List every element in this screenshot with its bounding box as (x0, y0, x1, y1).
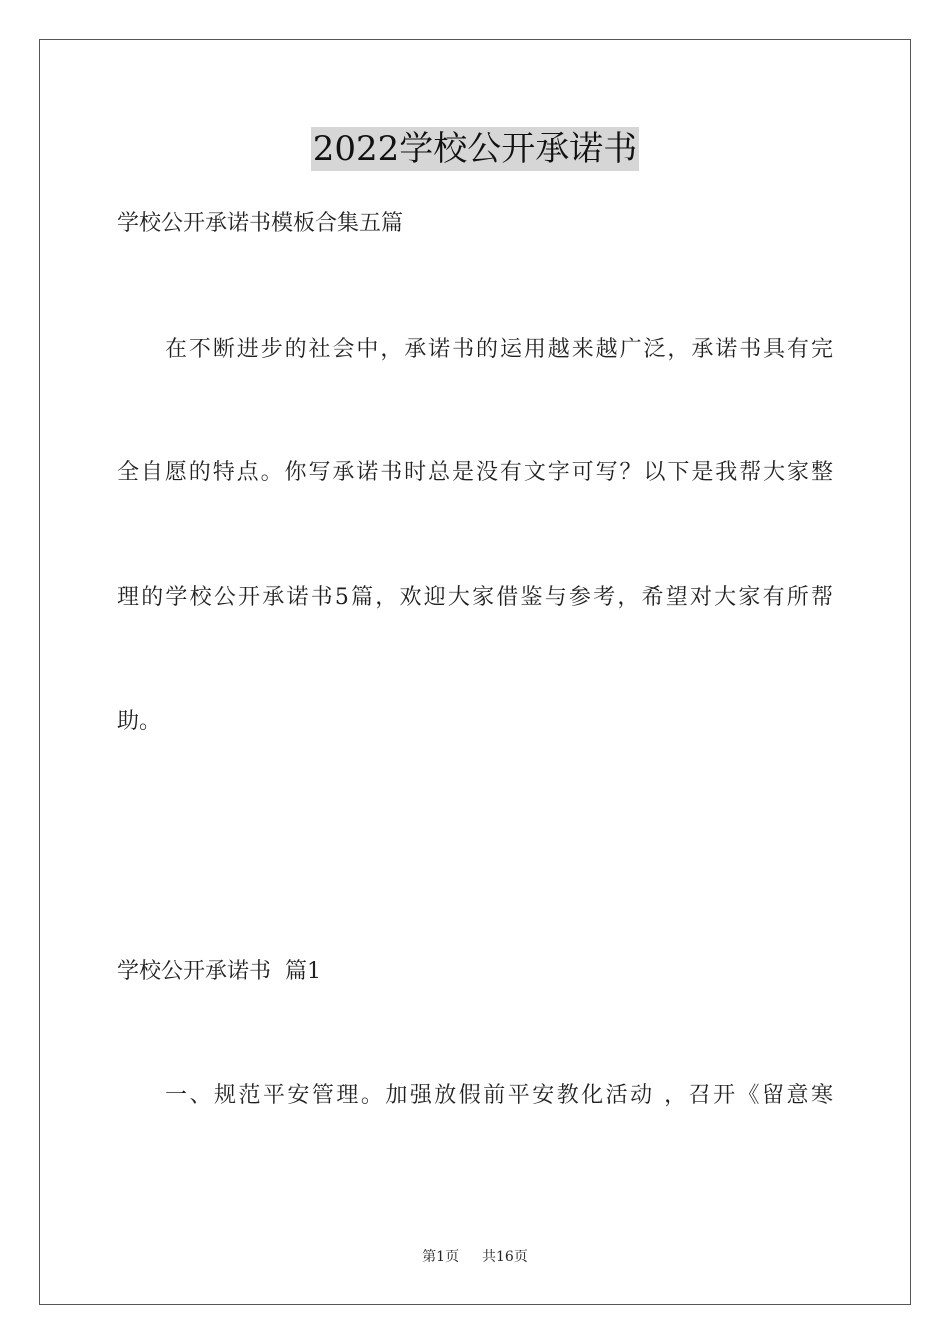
document-subtitle: 学校公开承诺书模板合集五篇 (117, 211, 404, 236)
section-heading: 学校公开承诺书 篇1 (117, 959, 321, 984)
document-title: 2022学校公开承诺书 (312, 129, 638, 169)
intro-line-2: 全自愿的特点。你写承诺书时总是没有文字可写？以下是我帮大家整 (117, 460, 833, 485)
intro-line-1: 在不断进步的社会中，承诺书的运用越来越广泛，承诺书具有完 (165, 337, 833, 362)
page-footer (0, 1247, 950, 1267)
intro-line-3: 理的学校公开承诺书5篇，欢迎大家借鉴与参考，希望对大家有所帮 (117, 585, 833, 610)
page-number: 第1页 (422, 1249, 460, 1265)
title-container (0, 127, 950, 171)
intro-line-4: 助。 (117, 709, 162, 734)
section-first-line: 一、规范平安管理。加强放假前平安教化活动 ，召开《留意寒 (165, 1083, 833, 1108)
page-total: 共16页 (482, 1249, 528, 1265)
